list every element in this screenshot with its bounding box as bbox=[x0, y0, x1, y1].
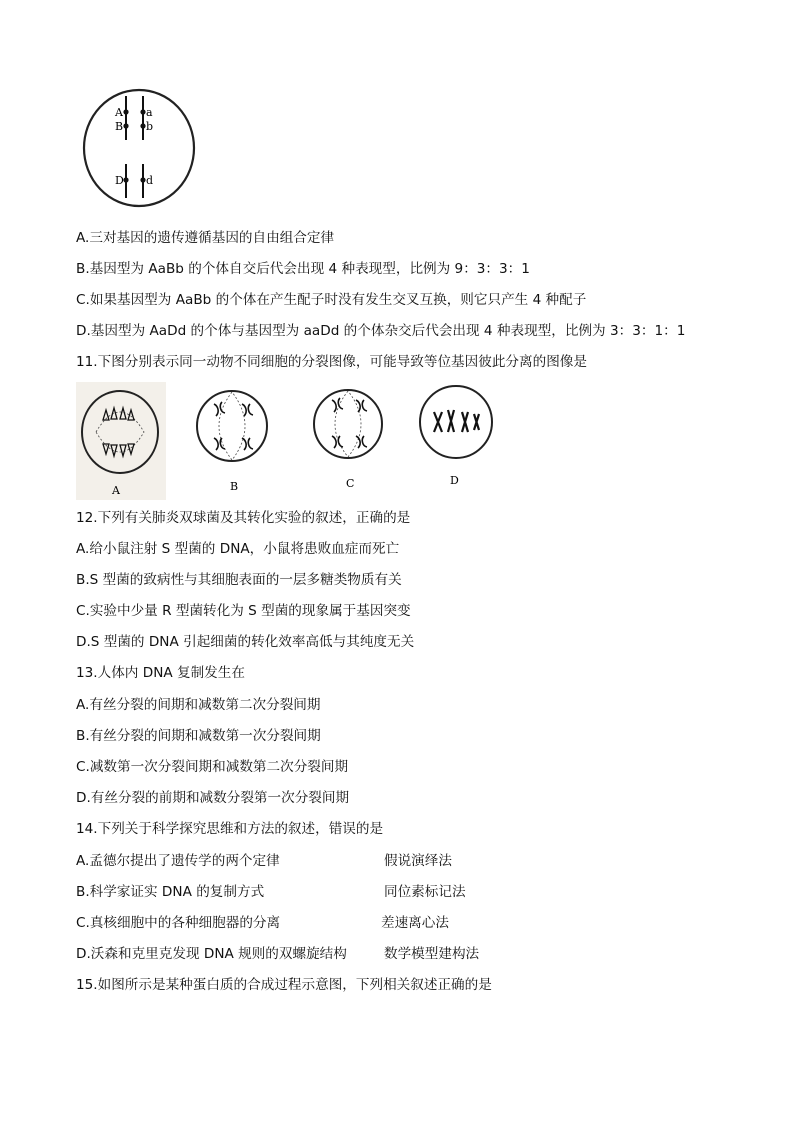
q14-row-a-right: 假说演绎法 bbox=[384, 853, 452, 869]
q10-option-d: D.基因型为 AaDd 的个体与基因型为 aaDd 的个体杂交后代会出现 4 种表现型，比例为 3：3：1：1 bbox=[76, 323, 686, 339]
q13-option-a: A.有丝分裂的间期和减数第二次分裂间期 bbox=[76, 697, 321, 713]
q13-stem: 13.人体内 DNA 复制发生在 bbox=[76, 665, 245, 681]
q10-option-a: A.三对基因的遗传遵循基因的自由组合定律 bbox=[76, 230, 335, 246]
gene-label-a: a bbox=[146, 106, 153, 119]
q12-option-b: B.S 型菌的致病性与其细胞表面的一层多糖类物质有关 bbox=[76, 572, 402, 588]
q10-option-c: C.如果基因型为 AaBb 的个体在产生配子时没有发生交叉互换，则它只产生 4 种配子 bbox=[76, 292, 587, 308]
q13-option-b: B.有丝分裂的间期和减数第一次分裂间期 bbox=[76, 728, 321, 744]
figure-label-a: A bbox=[112, 484, 120, 497]
q13-option-c: C.减数第一次分裂间期和减数第二次分裂间期 bbox=[76, 759, 349, 775]
cell-chromosome-figure bbox=[82, 86, 198, 210]
q12-option-c: C.实验中少量 R 型菌转化为 S 型菌的现象属于基因突变 bbox=[76, 603, 411, 619]
q13-option-d: D.有丝分裂的前期和减数分裂第一次分裂间期 bbox=[76, 790, 350, 806]
q15-stem: 15.如图所示是某种蛋白质的合成过程示意图，下列相关叙述正确的是 bbox=[76, 977, 492, 993]
q11-stem: 11.下图分别表示同一动物不同细胞的分裂图像，可能导致等位基因彼此分离的图像是 bbox=[76, 354, 587, 370]
gene-label-B: B bbox=[115, 120, 124, 133]
q10-option-b: B.基因型为 AaBb 的个体自交后代会出现 4 种表现型，比例为 9：3：3：1 bbox=[76, 261, 530, 277]
q14-row-b-left: B.科学家证实 DNA 的复制方式 bbox=[76, 884, 265, 900]
q14-row-d-left: D.沃森和克里克发现 DNA 规则的双螺旋结构 bbox=[76, 946, 347, 962]
q14-stem: 14.下列关于科学探究思维和方法的叙述，错误的是 bbox=[76, 821, 384, 837]
gene-label-d: d bbox=[146, 174, 154, 187]
gene-label-A: A bbox=[115, 106, 123, 119]
figure-label-d: D bbox=[450, 474, 459, 487]
q14-row-b-right: 同位素标记法 bbox=[384, 884, 466, 900]
figure-label-c: C bbox=[346, 477, 355, 490]
q14-row-d-right: 数学模型建构法 bbox=[384, 946, 480, 962]
q14-row-a-left: A.孟德尔提出了遗传学的两个定律 bbox=[76, 853, 280, 869]
cell-division-figure bbox=[76, 382, 508, 500]
q12-option-a: A.给小鼠注射 S 型菌的 DNA，小鼠将患败血症而死亡 bbox=[76, 541, 400, 557]
gene-label-D: D bbox=[115, 174, 124, 187]
q12-stem: 12.下列有关肺炎双球菌及其转化实验的叙述，正确的是 bbox=[76, 510, 411, 526]
q14-row-c-left: C.真核细胞中的各种细胞器的分离 bbox=[76, 915, 281, 931]
q12-option-d: D.S 型菌的 DNA 引起细菌的转化效率高低与其纯度无关 bbox=[76, 634, 415, 650]
figure-label-b: B bbox=[230, 480, 239, 493]
q14-row-c-right: 差速离心法 bbox=[381, 915, 449, 931]
gene-label-b: b bbox=[146, 120, 154, 133]
